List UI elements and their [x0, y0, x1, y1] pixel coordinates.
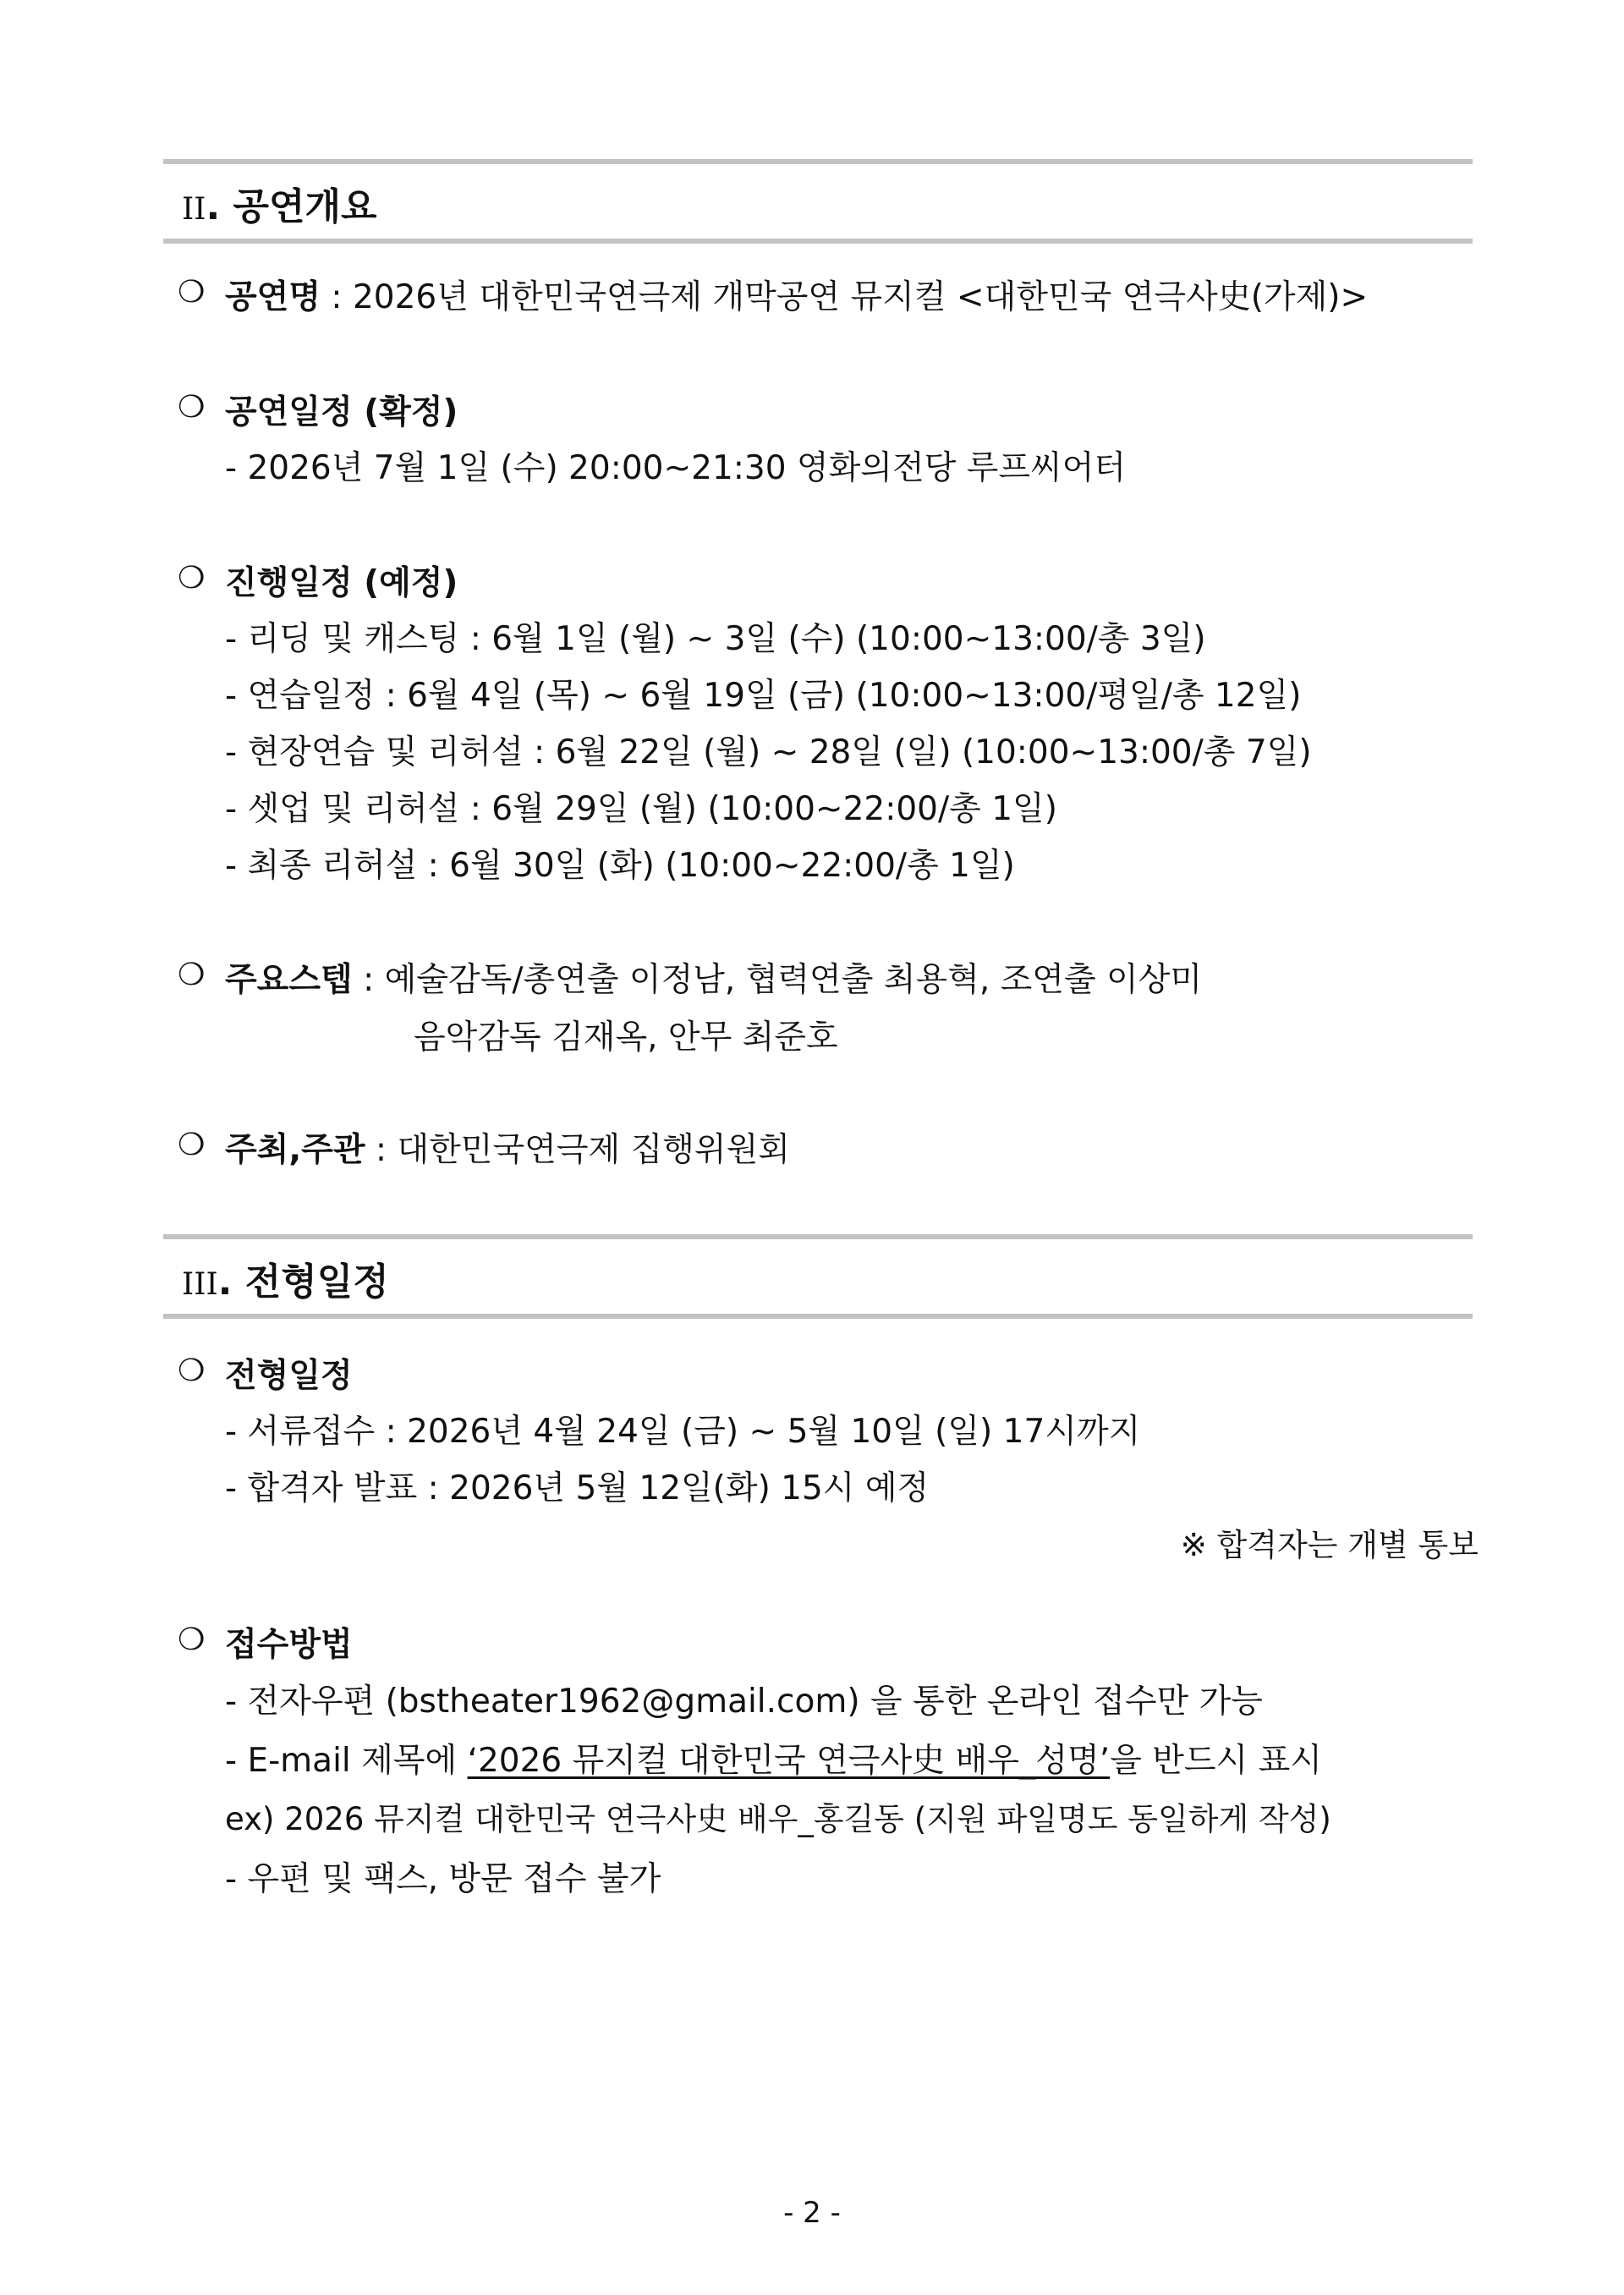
method-line-subject [225, 1734, 1322, 1782]
section-title-overview [182, 176, 377, 230]
selection-line: - 서류접수 : 2026년 4월 24일 (금) ~ 5월 10일 (일) 17시까지 [225, 1413, 1141, 1451]
progress-line: - 현장연습 및 리허설 : 6월 22일 (월) ~ 28일 (일) (10:00~13:00/총 7일) [225, 733, 1312, 771]
progress-line: - 리딩 및 캐스팅 : 6월 1일 (월) ~ 3일 (수) (10:00~13:00/총 3일) [225, 620, 1206, 658]
host-row [225, 1123, 790, 1171]
title-label: 공연명 [225, 278, 321, 316]
selection-schedule-label: 전형일정 [225, 1357, 353, 1395]
section-numeral: II [182, 192, 206, 227]
progress-schedule-label: 진행일정 (예정) [225, 564, 458, 602]
staff-colon: : [352, 961, 385, 999]
bullet-icon: ❍ [178, 390, 206, 425]
perf-schedule-heading [225, 386, 458, 433]
host-value: 대한민국연극제 집행위원회 [397, 1131, 790, 1169]
section-numeral: III [182, 1267, 218, 1302]
method-example: ex) 2026 뮤지컬 대한민국 연극사史 배우_홍길동 (지원 파일명도 동일하게 작성) [225, 1801, 1331, 1837]
method-line: - 우편 및 팩스, 방문 접수 불가 [225, 1860, 661, 1898]
progress-line: - 최종 리허설 : 6월 30일 (화) (10:00~22:00/총 1일) [225, 847, 1015, 885]
progress-line: - 셋업 및 리허설 : 6월 29일 (월) (10:00~22:00/총 1일) [225, 790, 1057, 828]
application-method-heading [225, 1618, 353, 1666]
bullet-icon: ❍ [178, 1128, 206, 1162]
staff-line-1: 예술감독/총연출 이정남, 협력연출 최용혁, 조연출 이상미 [384, 961, 1203, 999]
section-title-schedule [182, 1251, 389, 1305]
bullet-icon: ❍ [178, 1622, 206, 1657]
section-title-text: . 전형일정 [217, 1260, 389, 1304]
section-title-text: . 공연개요 [206, 185, 377, 228]
bullet-icon: ❍ [178, 958, 206, 992]
bullet-icon: ❍ [178, 561, 206, 596]
bullet-icon: ❍ [178, 1353, 206, 1388]
perf-schedule-line: - 2026년 7월 1일 (수) 20:00~21:30 영화의전당 루프씨어터 [225, 449, 1127, 487]
staff-line-2: 음악감독 김재옥, 안무 최준호 [414, 1018, 838, 1057]
method-line: - 전자우편 (bstheater1962@gmail.com) 을 통한 온라인 접수만 가능 [225, 1683, 1263, 1721]
bullet-icon: ❍ [178, 275, 206, 310]
title-row [225, 271, 1368, 318]
host-colon: : [365, 1131, 398, 1169]
method-subject-format: ‘2026 뮤지컬 대한민국 연극사史 배우_성명’ [467, 1742, 1111, 1780]
section-header-schedule [163, 1234, 1473, 1319]
selection-schedule-heading [225, 1349, 353, 1397]
method-subject-suffix: 을 반드시 표시 [1110, 1742, 1322, 1780]
perf-schedule-label: 공연일정 (확정) [225, 393, 458, 431]
method-subject-prefix: - E-mail 제목에 [225, 1742, 468, 1780]
staff-row [225, 953, 1202, 1001]
title-colon: : [321, 278, 353, 316]
application-method-label: 접수방법 [225, 1626, 353, 1664]
selection-line: - 합격자 발표 : 2026년 5월 12일(화) 15시 예정 [225, 1469, 930, 1507]
progress-line: - 연습일정 : 6월 4일 (목) ~ 6월 19일 (금) (10:00~13:00/평일/총 12일) [225, 677, 1302, 715]
notice-note: ※ 합격자는 개별 통보 [1180, 1527, 1479, 1563]
staff-label: 주요스텝 [225, 961, 353, 999]
title-value: 2026년 대한민국연극제 개막공연 뮤지컬 <대한민국 연극사史(가제)> [352, 278, 1369, 316]
progress-schedule-heading [225, 557, 458, 604]
page-number: - 2 - [783, 2196, 841, 2230]
section-header-overview [163, 159, 1473, 244]
host-label: 주최,주관 [225, 1131, 365, 1169]
